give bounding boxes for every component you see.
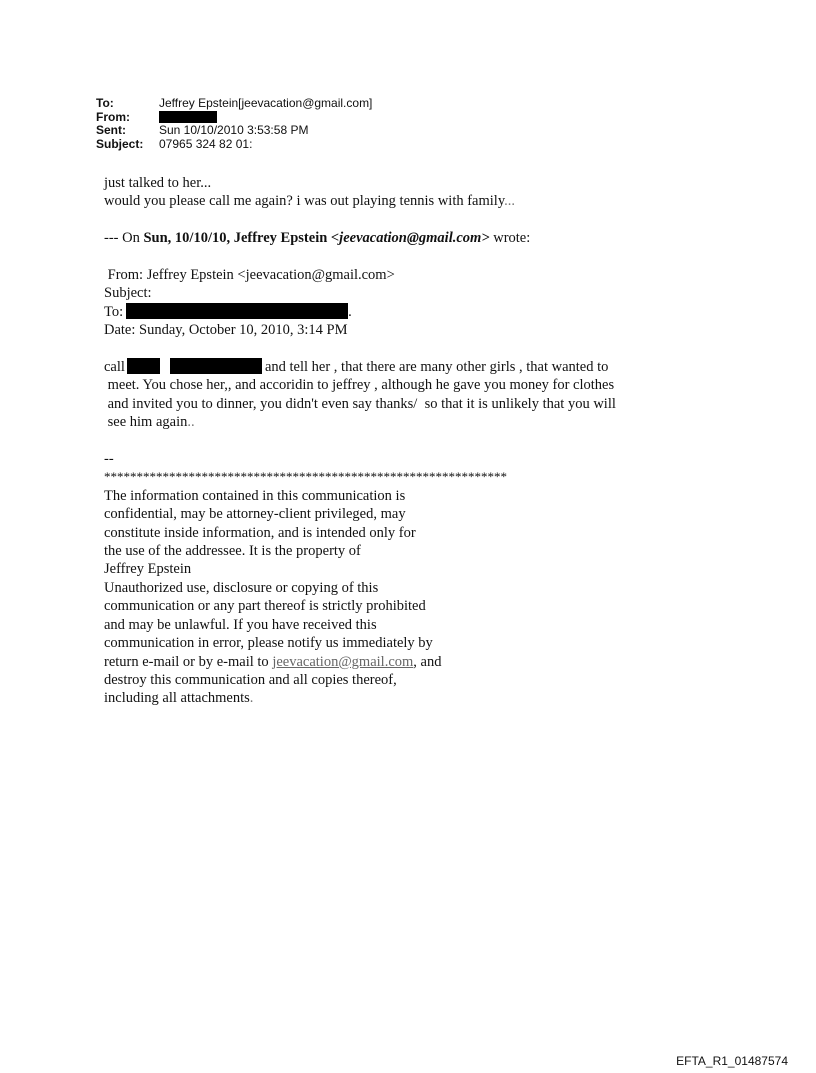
header-sent-row (96, 124, 372, 138)
call-word: call (104, 359, 125, 376)
signature-dashes: -- (104, 451, 114, 468)
forwarded-body-line: and invited you to dinner, you didn't even say thanks/ so that it is unlikely that you will (104, 395, 616, 412)
quote-suffix: wrote: (489, 230, 531, 247)
forwarded-subject: Subject: (104, 285, 152, 302)
forwarded-body-line (104, 413, 724, 431)
quote-email: <jeevacation@gmail.com> (330, 230, 490, 247)
signature-line: destroy this communication and all copies thereof, (104, 671, 397, 688)
email-header (96, 97, 372, 151)
header-from-row (96, 111, 372, 125)
to-label: To: (96, 96, 114, 111)
signature-line: communication or any part thereof is strictly prohibited (104, 598, 426, 615)
subject-label: Subject: (96, 136, 144, 151)
signature-return-line (104, 653, 724, 671)
signature-line: confidential, may be attorney-client privileged, may (104, 506, 406, 523)
signature-text: including all attachments (104, 690, 250, 707)
redaction-bar (159, 111, 217, 123)
signature-disclaimer (104, 487, 724, 653)
signature-line: Jeffrey Epstein (104, 561, 192, 578)
header-to-row (96, 97, 372, 111)
return-suffix: , and (413, 653, 442, 670)
redaction-bar (126, 303, 348, 319)
forwarded-to-label: To: (104, 303, 124, 320)
forwarded-body-ellipsis: .. (187, 414, 195, 431)
signature-line (104, 689, 724, 707)
document-id: EFTA_R1_01487574 (676, 1054, 788, 1068)
message-line (104, 192, 724, 210)
return-prefix: return e-mail or by e-mail to (104, 653, 273, 670)
redaction-bar (170, 358, 262, 374)
email-link[interactable]: jeevacation@gmail.com (272, 653, 414, 670)
message-ellipsis: ... (504, 193, 516, 210)
forwarded-body-text: and tell her , that there are many other girls , that wanted to (264, 359, 609, 376)
forwarded-from: From: Jeffrey Epstein <jeevacation@gmail.com> (104, 267, 395, 283)
signature-line: Unauthorized use, disclosure or copying of this (104, 579, 379, 596)
forwarded-to-tail: . (348, 303, 352, 320)
from-label: From: (96, 109, 130, 124)
signature-line: communication in error, please notify us immediately by (104, 635, 433, 652)
subject-value: 07965 324 82 01: (159, 136, 253, 151)
forwarded-body-line: meet. You chose her,, and accoridin to jeffrey , although he gave you money for clothes (104, 377, 615, 394)
signature-stars: ************************************************************** (104, 469, 507, 485)
quote-intro (104, 229, 724, 247)
redaction-bar (127, 358, 160, 374)
forwarded-body-text: see him again (104, 414, 188, 431)
forwarded-to (104, 303, 724, 321)
sent-label: Sent: (96, 123, 126, 138)
quote-prefix: --- On (104, 230, 144, 247)
forwarded-body-line (104, 358, 724, 376)
signature-line: The information contained in this communication is (104, 487, 406, 504)
signature-line: the use of the addressee. It is the property of (104, 543, 361, 560)
signature-line: and may be unlawful. If you have received this (104, 616, 377, 633)
signature-period: . (249, 690, 254, 707)
forwarded-date: Date: Sunday, October 10, 2010, 3:14 PM (104, 322, 348, 339)
header-subject-row (96, 138, 372, 152)
to-value: Jeffrey Epstein[jeevacation@gmail.com] (159, 96, 373, 111)
email-body (104, 174, 724, 708)
quote-date: Sun, 10/10/10, Jeffrey Epstein (143, 230, 331, 247)
message-line: just talked to her... (104, 175, 212, 191)
signature-line: constitute inside information, and is intended only for (104, 524, 416, 541)
sent-value: Sun 10/10/2010 3:53:58 PM (159, 123, 309, 138)
message-text: would you please call me again? i was out playing tennis with family (104, 193, 505, 210)
